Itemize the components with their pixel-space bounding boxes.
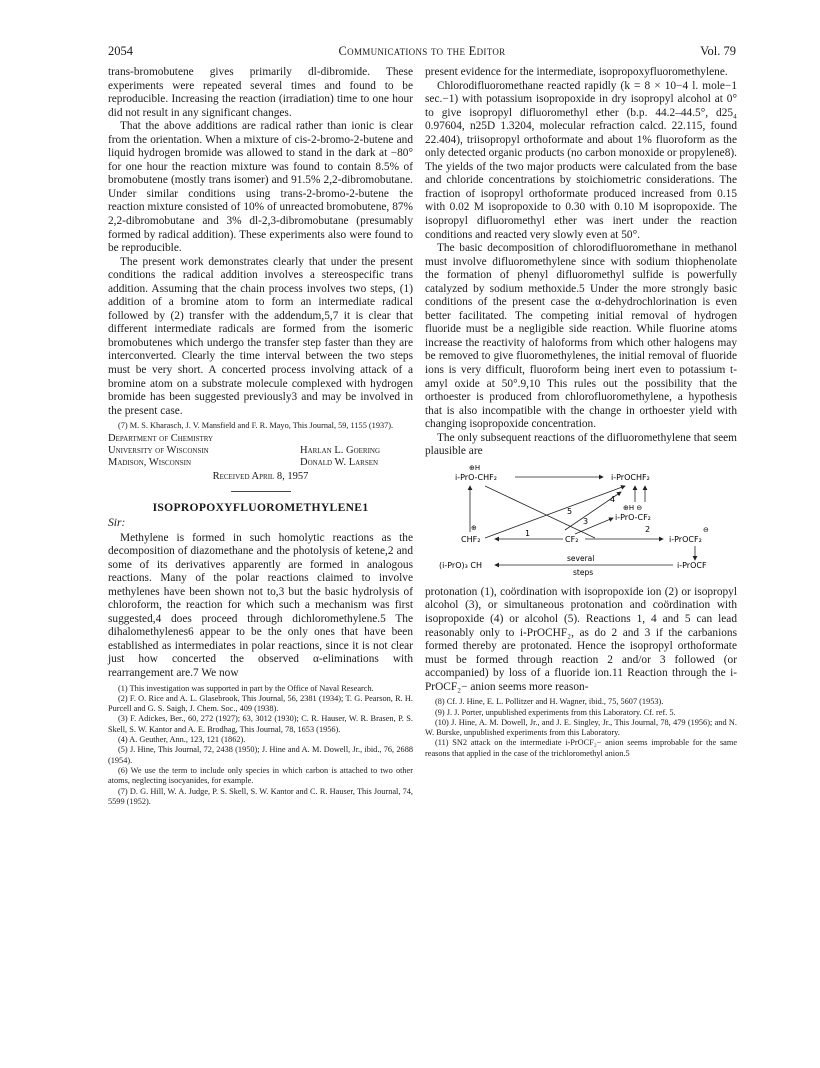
paragraph: The only subsequent reactions of the difluoromethylene that seem plausible are	[425, 431, 737, 458]
paragraph: That the above additions are radical rather than ionic is clear from the orientation. When a mixture of cis-2-bromo-2-butene and liquid hydrogen bromide was allowed to stand in the dark at −80° for one hour the reaction mixture was found to contain 8.5% of bromobutene (mostly trans isomer) and 91.5% 2,2-dibromobutane. Under similar conditions using trans-2-bromo-2-butene the reaction mixture consisted of 10% of unreacted bromobutene, 87% 2,2-dibromobutane and 3% dl-2,3-dibromobutane (presumably formed by radical addition). These experiments also were found to be reproducible.	[108, 120, 413, 255]
running-header	[108, 44, 736, 60]
charge-label: ⊖	[703, 525, 709, 534]
charge-label: ⊕	[471, 523, 477, 532]
paragraph: The basic decomposition of chlorodifluoromethane in methanol must involve difluoromethylene since with sodium thiophenolate the formation of phenyl difluoromethyl sulfide is powerfully catalyzed by sodium methoxide.5 Under the more strongly basic conditions of the present case the α-dehydrochlorination is even better facilitated. The competing initial removal of hydrogen fluoride must be a negligible side reaction. While fluorine atoms increase the reactivity of haloforms from which other halogens may be removed to give fluoromethylenes, the initial removal of fluoride ions is very difficult, fluoroform being inert even to potassium t-amyl oxide at 50°.9,10 This rules out the possibility that the orthoester is produced from chlorofluoromethylene, a hypothesis that is also incompatible with the change in orthoester yield with changing isopropoxide concentration.	[425, 242, 737, 431]
step-label: 2	[645, 524, 651, 534]
footnote: (6) We use the term to include only species in which carbon is attached to two other atoms, neglecting isocyanides, for example.	[108, 765, 413, 786]
right-column	[425, 66, 737, 759]
footnote: (8) Cf. J. Hine, E. L. Pollitzer and H. Wagner, ibid., 75, 5607 (1953).	[435, 697, 664, 707]
footnote: (3) F. Adickes, Ber., 60, 272 (1927); 63, 3012 (1930); C. R. Hauser, W. R. Brasen, P. S. Skell, S. W. Kantor and A. E. Brodhag, This Journal, 78, 1653 (1956).	[108, 714, 413, 734]
footnote: (11) SN2 attack on the intermediate i-PrOCF₂− anion seems improbable for the same reasons that applied in the case of the trichloromethyl anion.5	[425, 738, 737, 758]
divider	[231, 491, 291, 492]
department: Department of Chemistry	[108, 432, 214, 444]
city: Madison, Wisconsin	[108, 456, 192, 468]
author-name: Harlan L. Goering	[300, 444, 381, 456]
article-title: ISOPROPOXYFLUOROMETHYLENE1	[152, 500, 369, 514]
arrow-label: steps	[573, 567, 594, 577]
scheme-node: (i-PrO)₃ CH	[439, 560, 482, 570]
footnote: (7) M. S. Kharasch, J. V. Mansfield and F. R. Mayo, This Journal, 59, 1155 (1937).	[118, 421, 394, 431]
step-label: 5	[567, 506, 573, 516]
paragraph: Methylene is formed in such homolytic reactions as the decomposition of diazomethane and the photolysis of ketene,2 and some of its derivatives apparently are formed in analogous reactions. Many of the polar reactions claimed to involve methylenes have been shown not to,3 but the basic hydrolysis of chloroform, the reaction for which such a mechanism was first suggested,4 does proceed through dichloromethylene.5 The dihalomethylenes6 appear to be the only ones that have been established as intermediates in polar reactions, since it is not clear just how concerted the observed α-eliminations with rearrangement are.7 We now	[108, 531, 413, 679]
scheme-line	[485, 486, 595, 538]
page-number: 2054	[108, 44, 133, 58]
scheme-arrow	[575, 518, 613, 534]
received-date: Received April 8, 1957	[212, 470, 309, 482]
reaction-scheme	[425, 462, 737, 582]
footnote: (1) This investigation was supported in part by the Office of Naval Research.	[118, 683, 374, 693]
step-label: 4	[610, 494, 616, 504]
scheme-arrow	[485, 486, 625, 538]
affiliation-block	[108, 433, 413, 471]
scheme-node: i-PrOCF	[677, 560, 707, 570]
paragraph: present evidence for the intermediate, isopropoxyfluoromethylene.	[425, 66, 728, 78]
arrow-label: several	[567, 553, 595, 563]
step-label: 3	[583, 516, 589, 526]
scheme-node: i-PrOCHF₂	[611, 472, 650, 482]
volume-label: Vol. 79	[700, 44, 736, 58]
paragraph: The present work demonstrates clearly that under the present conditions the radical addition involves a stereospecific trans addition. Assuming that the chain process involves two steps, (1) addition of a bromine atom to form an intermediate radical followed by (2) transfer with the addendum,5,7 it is clear that different intermediate radicals are formed from the isomeric bromobutenes which undergo the transfer step faster than they are interconverted. Clearly the time interval between the two steps must be very short. A concerted process involving attack of a bromine atom on a substrate molecule complexed with hydrogen bromide has been suggested previously3 and may be involved in the present case.	[108, 255, 413, 417]
footnote: (7) D. G. Hill, W. A. Judge, P. S. Skell, S. W. Kantor and C. R. Hauser, This Journal, 74, 5599 (1952).	[108, 786, 413, 806]
reaction-scheme-svg	[425, 462, 737, 582]
footnote: (4) A. Geuther, Ann., 123, 121 (1862).	[118, 735, 246, 745]
left-column	[108, 66, 413, 807]
salutation: Sir:	[108, 515, 126, 529]
author-name: Donald W. Larsen	[300, 456, 379, 468]
footnote: (2) F. O. Rice and A. L. Glasebrook, This Journal, 56, 2381 (1934); T. G. Pearson, R. H. Purcell and G. S. Saigh, J. Chem. Soc., 409 (1938).	[108, 693, 413, 714]
footnote: (10) J. Hine, A. M. Dowell, Jr., and J. E. Singley, Jr., This Journal, 78, 479 (1956); and N. W. Burske, unpublished experiments from this Laboratory.	[425, 717, 737, 738]
footnote: (9) J. J. Porter, unpublished experiments from this Laboratory. Cf. ref. 5.	[435, 707, 676, 717]
university: University of Wisconsin	[108, 444, 209, 456]
scheme-node: i-PrO-CHF₂	[455, 472, 497, 482]
scheme-node: CF₂	[565, 534, 579, 544]
charge-label: ⊕H	[469, 463, 481, 472]
charge-label: ⊕H ⊖	[623, 503, 643, 512]
scheme-node: CHF₂	[461, 534, 481, 544]
paragraph: protonation (1), coördination with isopropoxide ion (2) or isopropyl alcohol (3), or simultaneous protonation and coördination with isopropoxide (4) or alcohol (5). Reactions 1, 4 and 5 can lead reasonably only to i-PrOCHF₂, as do 2 and 3 if the carbanions formed thereby are protonated. Hence the isopropyl orthoformate must be formed through reaction 2 and/or 3 followed (or accompanied) by loss of a fluoride ion.11 Reaction through the i-PrOCF₂− anion seems more reason-	[425, 585, 737, 693]
footnote: (5) J. Hine, This Journal, 72, 2438 (1950); J. Hine and A. M. Dowell, Jr., ibid., 76, 2688 (1954).	[108, 745, 413, 765]
step-label: 1	[525, 528, 531, 538]
paragraph: trans-bromobutene gives primarily dl-dibromide. These experiments were repeated several times and found to be reproducible. Increasing the reaction (irradiation) time to one hour did not result in any significant changes.	[108, 66, 413, 119]
paragraph: Chlorodifluoromethane reacted rapidly (k = 8 × 10−4 l. mole−1 sec.−1) with potassium isopropoxide in dry isopropyl alcohol at 0° to give isopropyl difluoromethyl ether (b.p. 44.2–44.5°, d25₄ 0.97604, n25D 1.3204, molecular refraction calcd. 22.115, found 22.404), triisopropyl orthoformate and about 1% fluoroform as the only detected organic products (no carbon monoxide or propylene8). The yields of the two major products were calculated from the base and chloride concentrations by stoichiometric considerations. The fraction of isopropyl orthoformate produced increased from 0.15 with 0.02 M isopropoxide to 0.30 with 0.10 M isopropoxide. The isopropyl difluoromethyl ether was inert under the reaction conditions and reacted very slowly even at 50°.	[425, 79, 737, 241]
scheme-node: i-PrOCF₂	[669, 534, 702, 544]
scheme-node: i-PrO-CF₂	[615, 512, 651, 522]
running-title: Communications to the Editor	[338, 44, 506, 58]
